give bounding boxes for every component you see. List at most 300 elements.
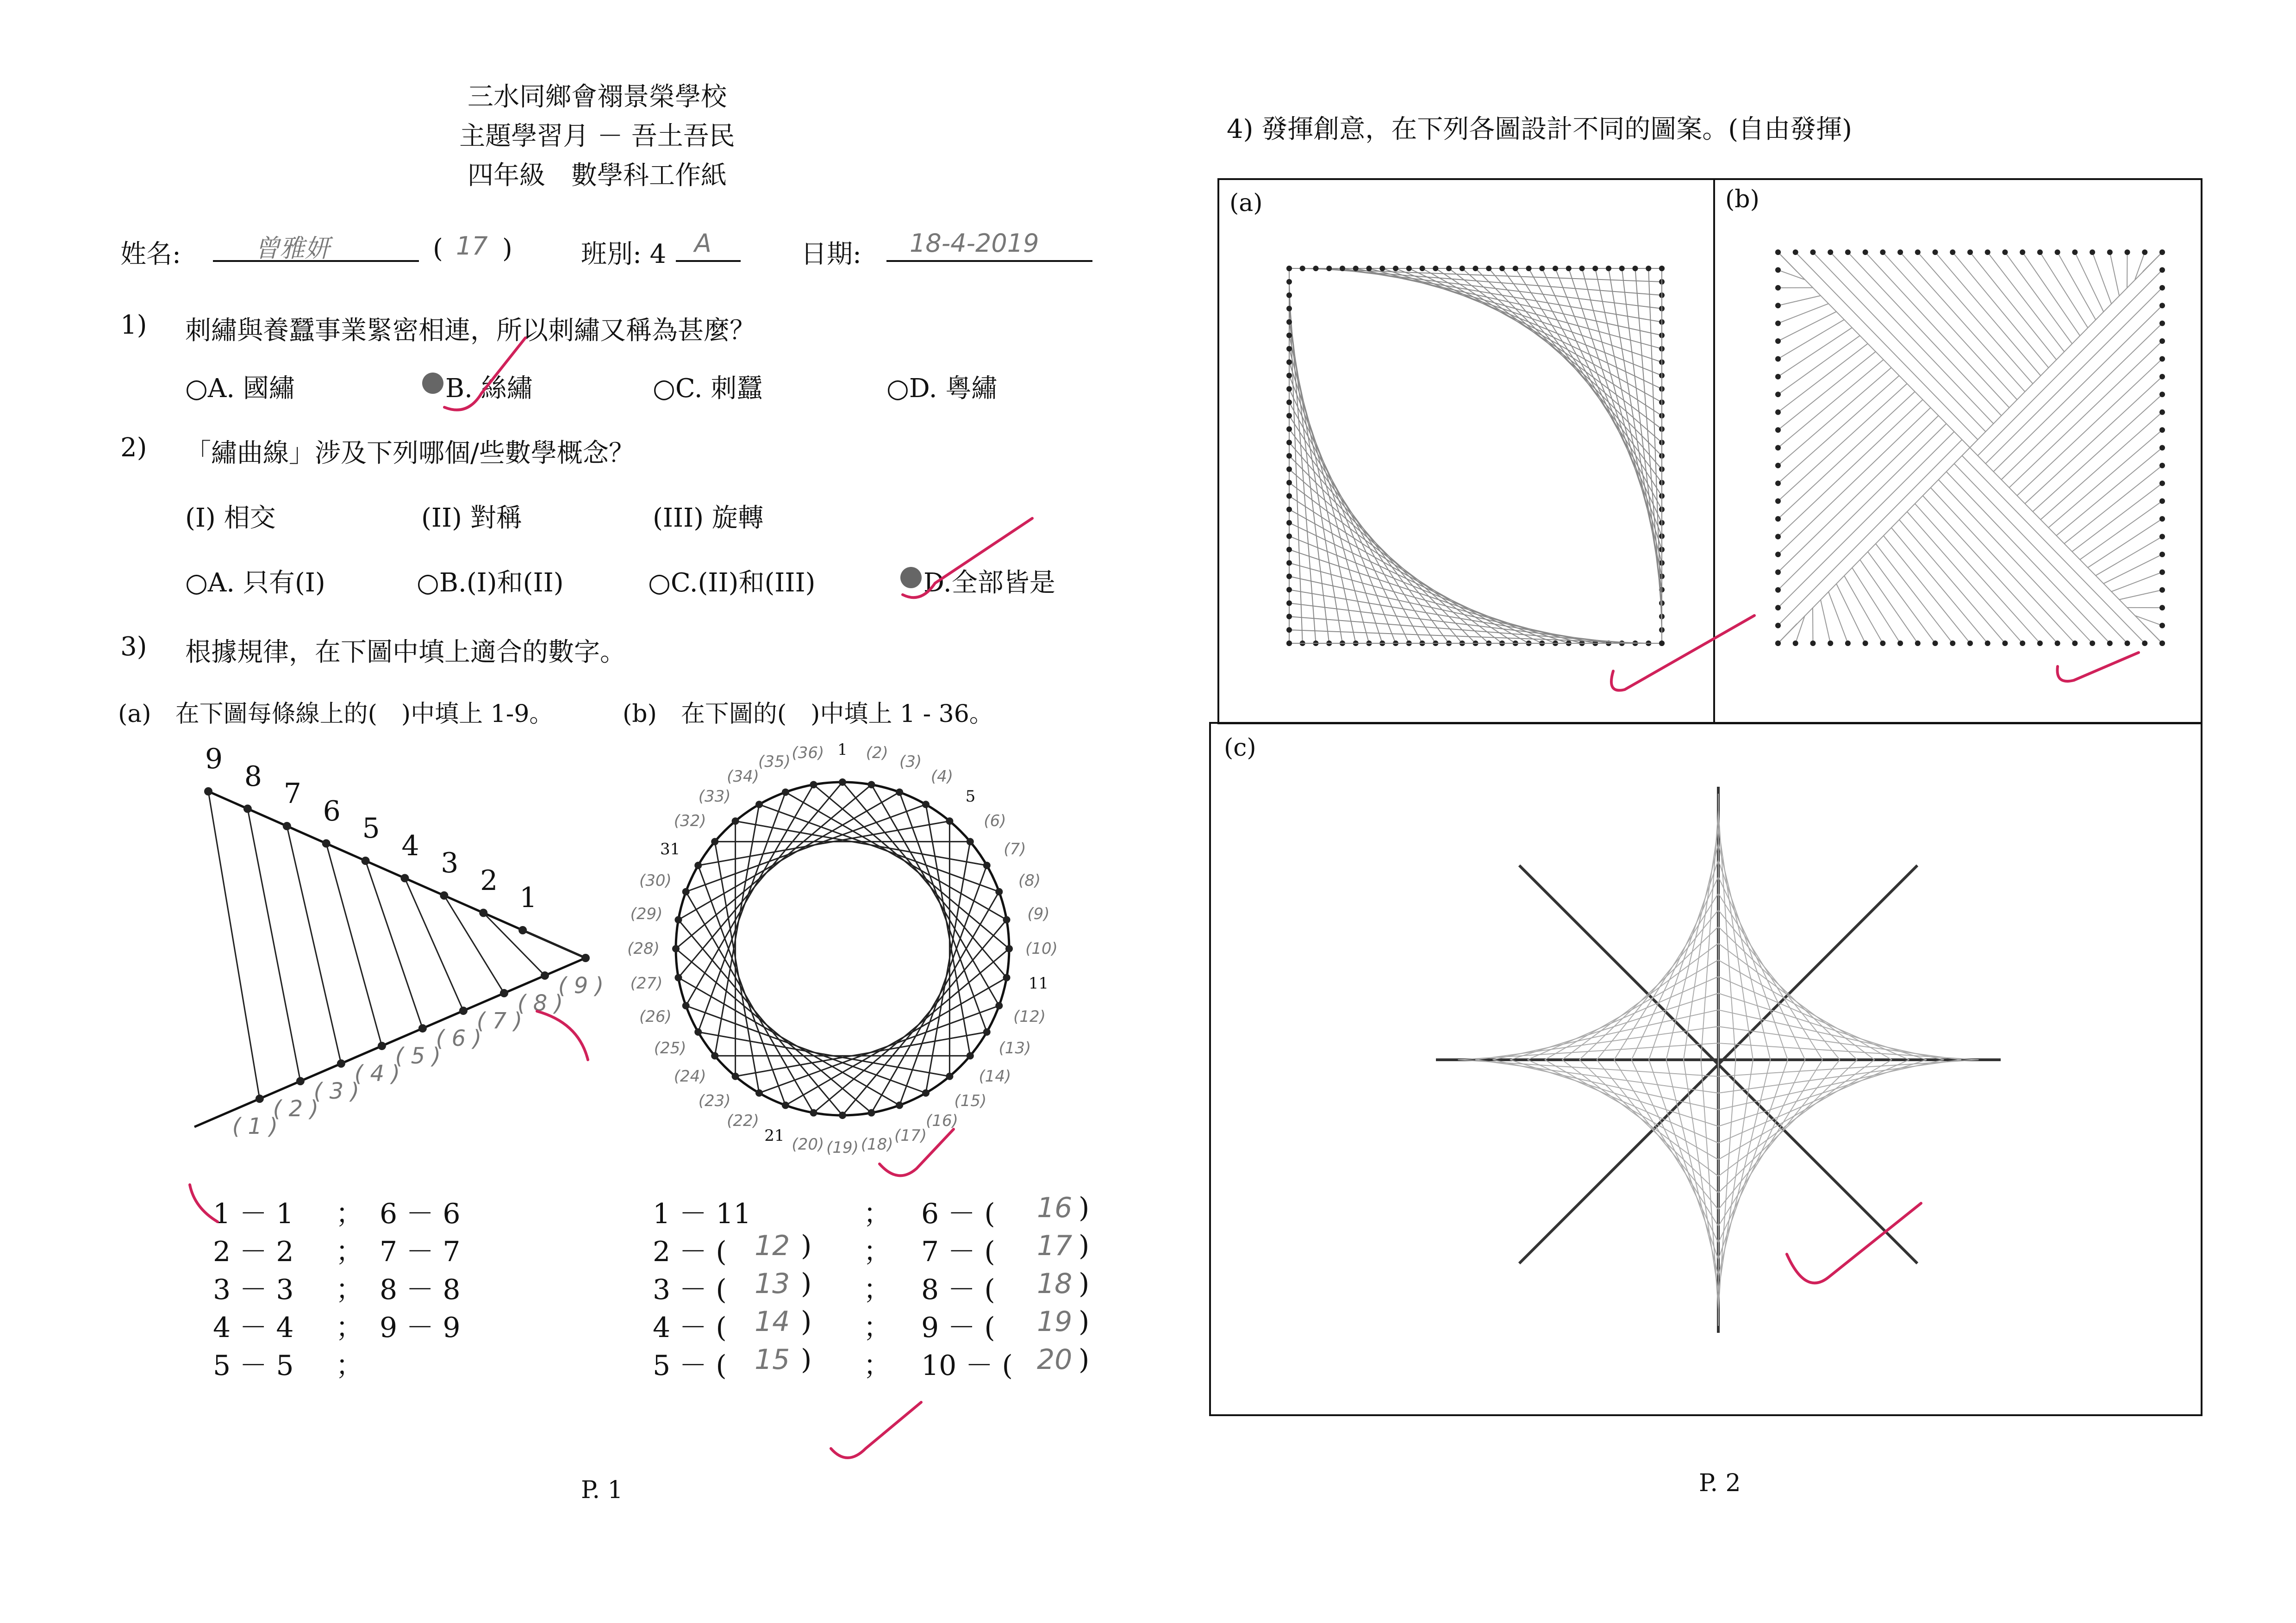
q4a-pin [1659, 266, 1665, 271]
q4a-pin [1420, 266, 1425, 271]
q4b-pin [2142, 249, 2147, 255]
q4a-pin [1286, 587, 1292, 592]
q3b-answer-cell: 8 － ( [921, 1274, 995, 1306]
q4a-pin [1286, 560, 1292, 566]
q4b-pin [2055, 640, 2060, 646]
q3b-labels [625, 722, 1088, 1185]
q1-option-c[interactable]: ○C. 刺蠶 [653, 373, 763, 404]
q4c-string-art [1209, 722, 2202, 1416]
subject-title: 四年級 數學科工作紙 [468, 161, 727, 191]
q4b-pin [2159, 623, 2165, 628]
q4b-string [1970, 448, 2163, 643]
q4b-pin [1897, 640, 1903, 646]
q2-option-d[interactable]: D.全部皆是 [923, 568, 1055, 598]
name-field[interactable] [213, 228, 419, 262]
q3a-bottom-filled-number: ( 6 ) [436, 1026, 482, 1052]
q3b-filled-number: (13) [998, 1039, 1031, 1057]
q4b-pin [2159, 587, 2165, 593]
q2-option-c[interactable]: ○C.(II)和(III) [648, 568, 816, 598]
q4b-pin [2159, 410, 2165, 415]
q3b-answer-cell: ； [863, 1198, 891, 1230]
q3b-answer-cell: ) [1079, 1306, 1090, 1338]
q3b-answer-cell: 20 [1037, 1343, 1073, 1376]
q4c-string [1701, 810, 1719, 1060]
q4a-pin [1499, 266, 1505, 271]
q3b-answer-cell: ) [1079, 1343, 1090, 1376]
q4b-pin [1775, 463, 1781, 468]
q4b-pin [2072, 640, 2078, 646]
q4b-pin [1775, 498, 1781, 504]
q1-option-b-filled-bubble[interactable] [422, 373, 443, 394]
q4a-pin [1286, 600, 1292, 606]
q3b-printed-number: 11 [1028, 974, 1049, 993]
q4a-pin [1286, 507, 1292, 512]
q4b-string [1836, 584, 1866, 643]
q4a-pin [1646, 266, 1651, 271]
q4a-pin [1286, 627, 1292, 633]
q3a-top-number: 1 [519, 882, 537, 914]
q4b-pin [1967, 249, 1973, 255]
q3-number: 3) [120, 632, 147, 662]
q4b-string [1915, 504, 2040, 643]
date-label: 日期: [801, 239, 861, 269]
q4b-pin [2159, 569, 2165, 575]
q3b-answer-cell: ) [801, 1343, 812, 1376]
q3b-answer-cell: 1 － 11 [653, 1198, 751, 1230]
q4b-pin [1828, 640, 1833, 646]
q4b-pin [2090, 249, 2095, 255]
q3b-filled-number: (19) [826, 1138, 859, 1157]
class-field[interactable] [676, 228, 741, 262]
q3a-top-number: 4 [401, 829, 419, 862]
q4b-pin [2159, 321, 2165, 326]
q4b-pin [2159, 338, 2165, 344]
number-open: ( [433, 234, 443, 264]
q3b-printed-number: 21 [764, 1126, 785, 1145]
q4a-pin [1286, 386, 1292, 392]
school-title: 三水同鄉會禤景榮學校 [468, 82, 727, 112]
q4b-pin [1775, 267, 1781, 273]
q4b-pin [2072, 249, 2078, 255]
q2-text: 「繡曲線」涉及下列哪個/些數學概念？ [185, 438, 635, 468]
q2-concept-2: (II) 對稱 [421, 503, 522, 533]
q4b-pin [1985, 640, 1990, 646]
q4b-string [1778, 336, 1860, 394]
q4b-string [1778, 311, 1836, 341]
q3a-top-number: 7 [283, 777, 301, 810]
q4a-pin [1566, 266, 1572, 271]
q3a-answer-cell: 1 － 1 [213, 1198, 294, 1230]
q4a-pin [1446, 266, 1452, 271]
q4a-pin [1513, 266, 1518, 271]
q3b-answer-cell: ； [863, 1349, 891, 1382]
q4b-string [1778, 440, 1962, 626]
q3b-answer-cell: 2 － ( [653, 1236, 727, 1268]
q4b-string [2040, 412, 2162, 520]
q4b-pin [1793, 640, 1798, 646]
q3a-top-number: 3 [441, 847, 459, 879]
q4b-pin [2159, 516, 2165, 522]
q3b-filled-number: (22) [727, 1112, 759, 1131]
q3a-bottom-filled-number: ( 3 ) [313, 1078, 360, 1105]
q3b-filled-number: (6) [984, 811, 1006, 830]
q4c-string [1684, 1060, 1718, 1293]
q4b-pin [2159, 285, 2165, 291]
q4-label-c: (c) [1224, 734, 1256, 762]
q3b-filled-number: (9) [1027, 905, 1050, 924]
q4b-pin [2159, 374, 2165, 379]
q4b-string [2022, 252, 2080, 336]
q3a-bottom-filled-number: ( 2 ) [273, 1096, 319, 1122]
q4b-string [1778, 252, 1797, 272]
q4b-pin [1880, 640, 1885, 646]
q4b-pin [1810, 249, 1816, 255]
q4b-string [1985, 288, 2162, 464]
q4b-string [1988, 252, 2065, 352]
q4b-pin [2159, 249, 2165, 255]
q4b-pin [2107, 640, 2113, 646]
q4b-pin [2159, 640, 2165, 646]
q4b-pin [2159, 267, 2165, 273]
q1-option-a[interactable]: ○A. 國繡 [185, 373, 295, 404]
q3b-answer-cell: 18 [1037, 1268, 1073, 1300]
q4a-pin [1286, 493, 1292, 499]
q4b-pin [1775, 587, 1781, 593]
q3b-filled-number: (7) [1004, 840, 1026, 858]
q4b-pin [1775, 374, 1781, 379]
q4b-pin [1933, 249, 1938, 255]
page-number-2: P. 2 [1699, 1469, 1741, 1497]
q4b-string [1947, 472, 2110, 643]
q4b-pin [1793, 249, 1798, 255]
q4a-string [1289, 590, 1609, 643]
q4a-pin [1393, 266, 1398, 271]
q4b-string [2103, 554, 2162, 584]
q3b-filled-number: (17) [894, 1126, 927, 1145]
q4b-string [2009, 341, 2162, 488]
q4b-pin [2159, 605, 2165, 610]
q4b-pin [1967, 640, 1973, 646]
q3b-answer-cell: ) [801, 1230, 812, 1262]
q4a-pin [1286, 453, 1292, 459]
q4b-pin [2159, 552, 2165, 557]
q4a-pin [1286, 466, 1292, 472]
q3a-answer-cell: 6 － 6 [380, 1198, 461, 1230]
q3a-answer-cell: 5 － 5 [213, 1349, 294, 1382]
q4b-pin [1775, 445, 1781, 451]
q3a-answer-cell: 9 － 9 [380, 1312, 461, 1344]
q4b-string [2005, 252, 2072, 344]
q4b-pin [1775, 534, 1781, 540]
q3a-answer-cell: ； [336, 1236, 363, 1268]
q4a-string [1289, 456, 1476, 643]
q4b-string [1970, 252, 2163, 448]
q3b-filled-number: (18) [861, 1135, 893, 1154]
q3b-filled-number: (26) [639, 1007, 672, 1026]
q4c-string [1684, 827, 1718, 1060]
q4b-pin [1775, 249, 1781, 255]
q4a-pin [1286, 292, 1292, 298]
q3b-answer-cell: 4 － ( [653, 1312, 727, 1344]
q2-option-d-filled-bubble[interactable] [900, 567, 922, 588]
q4b-string [2119, 590, 2162, 600]
q4b-pin [2037, 249, 2043, 255]
q3a-bottom-filled-number: ( 8 ) [517, 990, 563, 1017]
q4b-string [2127, 252, 2128, 288]
q4b-pin [2002, 640, 2008, 646]
q3b-filled-number: (33) [698, 787, 731, 806]
q3a-answer-cell: 4 － 4 [213, 1312, 294, 1344]
q1-text: 刺繡與養蠶事業緊密相連，所以刺繡又稱為甚麼？ [185, 316, 755, 346]
q4a-pin [1286, 266, 1292, 271]
q3b-answer-cell: ； [863, 1274, 891, 1306]
q4a-pin [1553, 266, 1558, 271]
q4b-string [1796, 616, 1805, 643]
q4b-string [1778, 423, 1947, 590]
q4a-pin [1326, 266, 1332, 271]
q3b-filled-number: (4) [930, 767, 954, 786]
q3b-answer-cell: ) [1079, 1192, 1090, 1224]
q4b-string [1778, 296, 1821, 305]
q4a-pin [1433, 266, 1438, 271]
q3-sub-a: (a) 在下圖每條線上的( )中填上 1-9。 [118, 700, 554, 728]
q3b-filled-number: (25) [654, 1039, 686, 1057]
q4b-pin [2002, 249, 2008, 255]
q3b-answer-cell: 19 [1037, 1306, 1073, 1338]
q4a-pin [1539, 266, 1545, 271]
q3b-filled-number: (28) [627, 939, 660, 958]
q3a-bottom-filled-number: ( 9 ) [558, 973, 604, 999]
q3b-answer-cell: ； [863, 1236, 891, 1268]
q4b-pin [1775, 303, 1781, 308]
q3b-answer-cell: 15 [755, 1343, 790, 1376]
q3a-bottom-filled-number: ( 5 ) [395, 1043, 441, 1070]
q4a-pin [1313, 266, 1319, 271]
q3a-answer-cell: 2 － 2 [213, 1236, 294, 1268]
q4b-string [1778, 392, 1915, 519]
q1-number: 1) [120, 310, 147, 340]
q4b-pin [2125, 249, 2130, 255]
q4b-pin [2037, 640, 2043, 646]
q3a-top-number: 5 [362, 812, 380, 845]
q4b-pin [1775, 640, 1781, 646]
q4b-string [1899, 520, 2005, 643]
q4b-pin [2159, 445, 2165, 451]
q4b-pin [1863, 249, 1868, 255]
q4b-string [2080, 501, 2162, 560]
q4b-string [1993, 305, 2162, 472]
q4a-pin [1286, 480, 1292, 485]
q4a-string [1529, 268, 1662, 510]
q1-option-d[interactable]: ○D. 粵繡 [886, 373, 998, 404]
q4b-pin [1863, 640, 1868, 646]
q3b-filled-number: (3) [899, 752, 922, 771]
q3b-answer-cell: 16 [1037, 1192, 1073, 1224]
q4b-pin [2055, 249, 2060, 255]
q4b-string [1778, 304, 1828, 323]
q3-sub-b: (b) 在下圖的( )中填上 1 - 36。 [623, 700, 993, 728]
q4b-string [1962, 456, 2145, 643]
q4a-string [1476, 268, 1662, 456]
q4b-string [1778, 344, 1868, 412]
q4b-string [1935, 252, 2041, 376]
q3a-top-number: 8 [244, 760, 262, 793]
q3b-filled-number: (30) [639, 871, 672, 890]
q4b-pin [2125, 640, 2130, 646]
q4a-pin [1366, 266, 1372, 271]
q4b-pin [1775, 516, 1781, 522]
q4b-pin [1828, 249, 1833, 255]
q4a-pin [1286, 426, 1292, 432]
q4b-string [1821, 600, 1830, 643]
q4b-string [1907, 512, 2023, 643]
q3a-bottom-filled-number: ( 7 ) [476, 1008, 523, 1034]
q3a-top-number: 6 [323, 795, 341, 827]
q4b-string [1866, 252, 2009, 408]
q4b-string [2135, 616, 2162, 625]
q4a-string [1609, 268, 1662, 590]
q3b-filled-number: (24) [674, 1067, 706, 1086]
q4b-pin [1775, 410, 1781, 415]
q4b-string [1868, 552, 1935, 643]
q3b-answer-cell: ； [863, 1312, 891, 1344]
q4b-pin [2159, 303, 2165, 308]
q4b-pin [2020, 249, 2025, 255]
q4b-pin [1775, 480, 1781, 486]
q2-number: 2) [120, 433, 147, 463]
class-label: 班別: 4 [581, 239, 667, 269]
q2-option-b[interactable]: ○B.(I)和(II) [417, 568, 564, 598]
q4a-pin [1473, 266, 1479, 271]
q4b-string [1778, 384, 1907, 501]
q4a-pin [1286, 573, 1292, 579]
q4b-string [2033, 394, 2162, 511]
q4a-pin [1286, 306, 1292, 311]
q3b-filled-number: (14) [979, 1067, 1011, 1086]
q3b-answer-cell: 13 [755, 1268, 790, 1300]
q4b-pin [2159, 427, 2165, 433]
date-value: 18-4-2019 [910, 229, 1039, 258]
q3a-top-number: 9 [205, 743, 223, 775]
q4b-pin [1775, 605, 1781, 610]
q1-option-b[interactable]: B. 絲繡 [445, 373, 533, 404]
q4a-string-art [1217, 178, 1715, 724]
q4b-string [1778, 448, 1970, 643]
q3b-answer-cell: ) [1079, 1268, 1090, 1300]
q3a-answer-cell: ； [336, 1274, 363, 1306]
q4b-pin [1985, 249, 1990, 255]
class-value: A [694, 229, 711, 258]
q4b-string [1978, 270, 2162, 455]
q4c-string [1718, 1060, 1753, 1293]
q4b-pin [1880, 249, 1885, 255]
q4a-pin [1353, 266, 1359, 271]
q3b-filled-number: (23) [698, 1092, 731, 1111]
q3b-filled-number: (8) [1018, 871, 1041, 890]
q4a-pin [1300, 266, 1305, 271]
q4b-pin [2159, 392, 2165, 397]
q4a-string [1289, 496, 1516, 643]
q4b-pin [1915, 640, 1921, 646]
number-value: 17 [456, 231, 488, 261]
q4b-string [1918, 252, 2033, 384]
q3a-answer-cell: 3 － 3 [213, 1274, 294, 1306]
q4b-pin [1775, 338, 1781, 344]
q4a-pin [1286, 614, 1292, 619]
q4b-string [2072, 483, 2162, 552]
q4b-string [1778, 376, 1899, 484]
q3b-filled-number: (36) [792, 743, 824, 762]
q3b-filled-number: (35) [758, 752, 791, 771]
q4b-pin [2159, 463, 2165, 468]
q3a-answer-cell: ； [336, 1349, 363, 1382]
q3b-filled-number: (29) [630, 905, 663, 924]
q4a-pin [1526, 266, 1532, 271]
q4b-string [2110, 252, 2119, 296]
q3b-filled-number: (10) [1025, 939, 1058, 958]
q4a-pin [1286, 279, 1292, 285]
q4b-string [1813, 252, 1985, 432]
q4b-string [1778, 432, 1954, 608]
number-close: ) [502, 234, 512, 264]
q3b-answer-cell: ) [801, 1306, 812, 1338]
q4b-string [1931, 488, 2075, 643]
q2-option-a[interactable]: ○A. 只有(I) [185, 568, 325, 598]
q3b-filled-number: (15) [954, 1092, 987, 1111]
q4b-pin [2142, 640, 2147, 646]
q4a-pin [1460, 266, 1465, 271]
q4b-string [2025, 377, 2162, 504]
q4b-string [2064, 466, 2162, 544]
q3b-answer-cell: 7 － ( [921, 1236, 995, 1268]
q4a-pin [1286, 333, 1292, 338]
q3b-answer-cell: 5 － ( [653, 1349, 727, 1382]
q4a-pin [1286, 360, 1292, 365]
q4c-string [1701, 1060, 1719, 1309]
q4b-string [1939, 479, 2093, 643]
q3b-filled-number: (20) [792, 1135, 824, 1154]
q4c-string [1718, 810, 1736, 1060]
q3b-answer-cell: 3 － ( [653, 1274, 727, 1306]
q4b-string [1830, 252, 1993, 423]
q4a-pin [1286, 547, 1292, 553]
q4b-pin [1775, 392, 1781, 397]
q4b-string-art [1713, 178, 2202, 724]
q4a-pin [1340, 266, 1345, 271]
q4b-pin [1775, 569, 1781, 575]
q2-concept-3: (III) 旋轉 [653, 503, 764, 533]
q4b-string [1848, 252, 2002, 416]
q4c-string [1718, 827, 1753, 1060]
q4a-pin [1286, 346, 1292, 352]
q4-text: 4) 發揮創意，在下列各圖設計不同的圖案。(自由發揮) [1227, 114, 1852, 144]
q3a-answer-cell: 7 － 7 [380, 1236, 461, 1268]
q3a-top-number: 2 [480, 864, 498, 897]
q3b-answer-cell: 12 [755, 1230, 790, 1262]
name-label: 姓名: [120, 239, 181, 269]
q4b-string [1778, 408, 1931, 554]
date-field[interactable] [886, 228, 1092, 262]
q4b-pin [1775, 321, 1781, 326]
q3b-answer-cell: ) [1079, 1230, 1090, 1262]
q4b-pin [1950, 640, 1955, 646]
q3b-printed-number: 31 [660, 840, 680, 858]
q4b-pin [1845, 249, 1851, 255]
q3a-bottom-filled-number: ( 1 ) [232, 1113, 278, 1140]
q4b-string [1860, 560, 1918, 643]
q4a-pin [1406, 266, 1412, 271]
q4a-pin [1579, 266, 1585, 271]
